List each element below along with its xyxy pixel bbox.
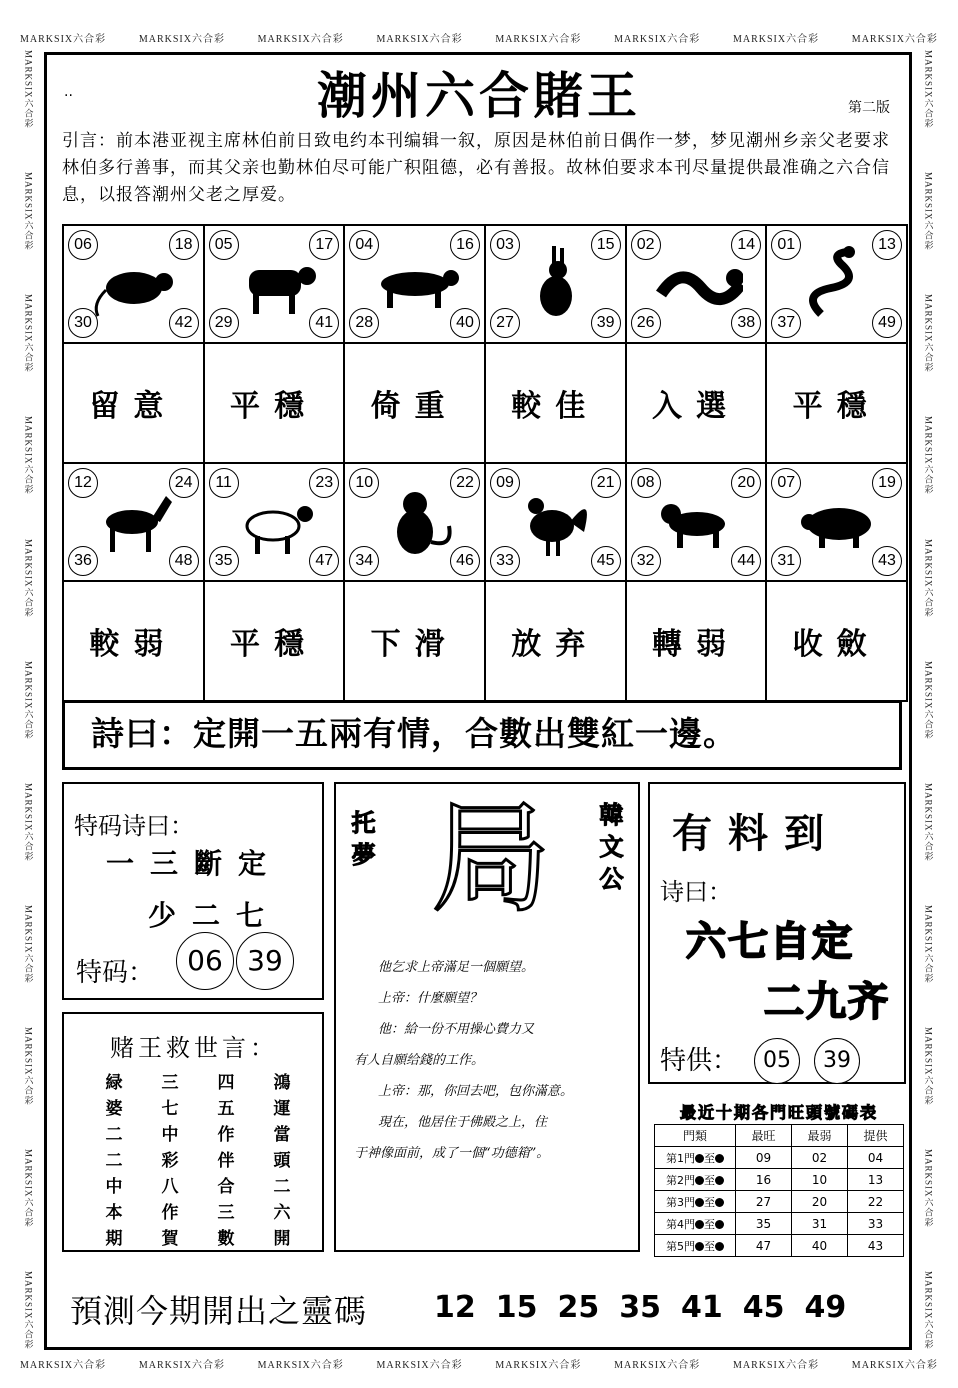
- saying-char: 三: [161, 1073, 179, 1093]
- zodiac-number: 14: [731, 230, 761, 260]
- watermark: MARKSIX六合彩: [614, 1360, 701, 1371]
- stats-row: [655, 1235, 904, 1257]
- zodiac-number: 16: [450, 230, 480, 260]
- zodiac-number: 39: [591, 308, 621, 338]
- watermark: MARKSIX六合彩: [923, 172, 934, 251]
- zodiac-number: 41: [309, 308, 339, 338]
- ball-icon: [695, 1176, 704, 1185]
- stats-header: 最弱: [792, 1125, 848, 1147]
- watermark: MARKSIX六合彩: [495, 1360, 582, 1371]
- door-cell: [655, 1169, 736, 1191]
- zodiac-number: 49: [872, 308, 902, 338]
- story-text: [354, 952, 632, 1169]
- zodiac-cell-tiger: [344, 225, 485, 343]
- zodiac-number: 30: [68, 308, 98, 338]
- prediction-number: 35: [619, 1290, 661, 1325]
- watermark: MARKSIX六合彩: [257, 1360, 344, 1371]
- watermark: MARKSIX六合彩: [495, 34, 582, 45]
- story-line: 有人自願给錢的工作。: [354, 1053, 485, 1068]
- zodiac-label: 下滑: [344, 581, 485, 701]
- dog-icon: [651, 482, 743, 560]
- zodiac-number: 44: [731, 546, 761, 576]
- zodiac-number: 07: [771, 468, 801, 498]
- door-name: 第4門: [666, 1217, 695, 1231]
- zodiac-number: 45: [591, 546, 621, 576]
- range-word: 至: [704, 1217, 715, 1231]
- watermark-right: [920, 50, 938, 1350]
- saying-char: 中: [161, 1125, 179, 1145]
- door-cell: [655, 1213, 736, 1235]
- stats-header: 門類: [655, 1125, 736, 1147]
- stats-offer: 22: [848, 1191, 904, 1213]
- zodiac-number: 31: [771, 546, 801, 576]
- watermark: MARKSIX六合彩: [376, 34, 463, 45]
- story-line: 上帝：那，你回去吧，包你滿意。: [378, 1084, 574, 1099]
- zodiac-label: 留意: [63, 343, 204, 463]
- watermark: MARKSIX六合彩: [923, 1271, 934, 1350]
- zodiac-number: 32: [631, 546, 661, 576]
- zodiac-cell-horse: [63, 463, 204, 581]
- watermark: MARKSIX六合彩: [23, 416, 34, 495]
- saying-char: 二: [105, 1151, 123, 1171]
- gambler-saying-box: [62, 1012, 324, 1252]
- door-cell: [655, 1147, 736, 1169]
- zodiac-number: 11: [209, 468, 239, 498]
- watermark: MARKSIX六合彩: [23, 904, 34, 984]
- zodiac-number: 29: [209, 308, 239, 338]
- poem-line-1: 一三斷定: [106, 847, 283, 880]
- watermark: MARKSIX六合彩: [732, 34, 820, 45]
- zodiac-number: 02: [631, 230, 661, 260]
- ball-icon: [715, 1220, 724, 1229]
- zodiac-number: 06: [68, 230, 98, 260]
- watermark: MARKSIX六合彩: [923, 1149, 934, 1228]
- zodiac-number: 15: [591, 230, 621, 260]
- goat-icon: [229, 482, 321, 560]
- prediction-number: 25: [557, 1290, 600, 1325]
- tips-box: [648, 782, 906, 1084]
- zodiac-label: 收斂: [766, 581, 907, 701]
- stats-table: [654, 1124, 904, 1257]
- zodiac-number: 03: [490, 230, 520, 260]
- saying-char: 期: [105, 1229, 123, 1249]
- saying-char: 婆: [105, 1099, 123, 1119]
- stats-offer: 13: [848, 1169, 904, 1191]
- watermark: MARKSIX六合彩: [20, 34, 107, 45]
- zodiac-label: 放弃: [485, 581, 626, 701]
- saying-char: 彩: [161, 1151, 179, 1171]
- door-name: 第1門: [666, 1151, 695, 1165]
- watermark: MARKSIX六合彩: [376, 1360, 463, 1371]
- special-number: 06: [176, 932, 234, 990]
- zodiac-number: 23: [309, 468, 339, 498]
- ball-icon: [715, 1242, 724, 1251]
- special-code-poem-box: [62, 782, 324, 1000]
- watermark: MARKSIX六合彩: [923, 294, 934, 373]
- zodiac-number: 48: [169, 546, 199, 576]
- zodiac-cell-goat: [204, 463, 345, 581]
- saying-char: 本: [105, 1203, 123, 1223]
- saying-char: 八: [161, 1177, 179, 1197]
- zodiac-number: 40: [450, 308, 480, 338]
- stats-max: 27: [736, 1191, 792, 1213]
- stats-header: 提供: [848, 1125, 904, 1147]
- monkey-icon: [369, 482, 461, 560]
- stats-max: 35: [736, 1213, 792, 1235]
- zodiac-number: 10: [349, 468, 379, 498]
- tips-line-2: 二九齐: [764, 979, 890, 1025]
- saying-char: 合: [217, 1177, 235, 1197]
- zodiac-number: 36: [68, 546, 98, 576]
- special-code-heading: 特码诗曰：: [74, 812, 194, 840]
- stats-min: 02: [792, 1147, 848, 1169]
- zodiac-number: 20: [731, 468, 761, 498]
- zodiac-cell-rabbit: [485, 225, 626, 343]
- zodiac-label: 較弱: [63, 581, 204, 701]
- dream-story-box: [334, 782, 640, 1252]
- zodiac-number: 37: [771, 308, 801, 338]
- saying-char: 數: [217, 1229, 235, 1249]
- stats-max: 16: [736, 1169, 792, 1191]
- door-name: 第3門: [666, 1195, 695, 1209]
- ball-icon: [695, 1154, 704, 1163]
- stats-max: 09: [736, 1147, 792, 1169]
- zodiac-number: 05: [209, 230, 239, 260]
- zodiac-label: 平穩: [766, 343, 907, 463]
- stats-min: 31: [792, 1213, 848, 1235]
- watermark: MARKSIX六合彩: [851, 34, 938, 45]
- offer-number: 39: [814, 1038, 860, 1084]
- watermark: MARKSIX六合彩: [23, 50, 34, 129]
- watermark: MARKSIX六合彩: [23, 660, 34, 740]
- gambler-saying-heading: 赌王救世言：: [110, 1034, 278, 1062]
- saying-char: 頭: [273, 1151, 291, 1171]
- tips-heading: 有料到: [672, 811, 840, 857]
- tips-subheading: 诗曰：: [660, 878, 732, 906]
- stats-offer: 04: [848, 1147, 904, 1169]
- stats-row: [655, 1147, 904, 1169]
- saying-char: 三: [217, 1203, 235, 1223]
- zodiac-number: 18: [169, 230, 199, 260]
- door-cell: [655, 1191, 736, 1213]
- intro-text: 引言：前本港亚视主席林伯前日致电约本刊编辑一叙，原因是林伯前日偶作一梦，梦见潮州乡亲父老要求林伯多行善事，而其父亲也勤林伯尽可能广积阻德，必有善报。故林伯要求本刊尽量提供最准确之六合信息，以报答潮州父老之厚爱。: [62, 131, 890, 205]
- ball-icon: [715, 1176, 724, 1185]
- watermark: MARKSIX六合彩: [923, 50, 934, 129]
- stats-min: 20: [792, 1191, 848, 1213]
- door-cell: [655, 1235, 736, 1257]
- watermark: MARKSIX六合彩: [23, 1027, 34, 1106]
- watermark: MARKSIX六合彩: [23, 172, 34, 251]
- zodiac-number: 46: [450, 546, 480, 576]
- zodiac-number: 27: [490, 308, 520, 338]
- horse-icon: [88, 482, 180, 560]
- watermark: MARKSIX六合彩: [138, 34, 225, 45]
- door-name: 第5門: [666, 1239, 695, 1253]
- zodiac-number: 42: [169, 308, 199, 338]
- zodiac-number: 09: [490, 468, 520, 498]
- zodiac-label: 轉弱: [626, 581, 767, 701]
- zodiac-number: 24: [169, 468, 199, 498]
- side-title-right: 韓文公: [595, 802, 623, 898]
- snake-icon: [791, 244, 883, 322]
- zodiac-label: 較佳: [485, 343, 626, 463]
- special-number: 39: [236, 932, 294, 990]
- zodiac-number: 33: [490, 546, 520, 576]
- watermark: MARKSIX六合彩: [257, 34, 344, 45]
- saying-char: 緑: [105, 1073, 123, 1093]
- zodiac-number: 28: [349, 308, 379, 338]
- door-name: 第2門: [666, 1173, 695, 1187]
- stats-offer: 33: [848, 1213, 904, 1235]
- stats-row: [655, 1169, 904, 1191]
- offer-number: 05: [754, 1038, 800, 1084]
- zodiac-label: 平穩: [204, 343, 345, 463]
- story-line: 他乞求上帝滿足一個願望。: [378, 960, 535, 975]
- zodiac-label: 入選: [626, 343, 767, 463]
- zodiac-grid: [62, 224, 908, 702]
- prediction-label: 預測今期開出之靈碼: [70, 1292, 368, 1330]
- zodiac-number: 17: [309, 230, 339, 260]
- watermark-left: [20, 50, 38, 1350]
- rooster-icon: [510, 482, 602, 560]
- watermark: MARKSIX六合彩: [923, 782, 934, 862]
- special-code-label: 特码：: [76, 958, 155, 988]
- prediction-number: 49: [804, 1290, 847, 1325]
- watermark: MARKSIX六合彩: [23, 294, 34, 373]
- stats-min: 40: [792, 1235, 848, 1257]
- edition-label: 第二版: [848, 100, 890, 116]
- page-title: 潮州六合賭王: [317, 66, 641, 125]
- zodiac-number: 38: [731, 308, 761, 338]
- prediction-numbers: [434, 1290, 846, 1325]
- zodiac-cell-rat: [63, 225, 204, 343]
- zodiac-number: 08: [631, 468, 661, 498]
- zodiac-number: 19: [872, 468, 902, 498]
- watermark: MARKSIX六合彩: [923, 660, 934, 740]
- ox-icon: [229, 244, 321, 322]
- rabbit-icon: [510, 244, 602, 322]
- stats-row: [655, 1191, 904, 1213]
- saying-char: 五: [217, 1099, 235, 1119]
- saying-char: 中: [105, 1177, 123, 1197]
- side-title-left: 托夢: [347, 810, 375, 874]
- ball-icon: [715, 1198, 724, 1207]
- stats-title: 最近十期各門旺頭號碼表: [679, 1103, 878, 1122]
- watermark: MARKSIX六合彩: [614, 34, 701, 45]
- saying-char: 鴻: [273, 1073, 291, 1093]
- zodiac-cell-ox: [204, 225, 345, 343]
- zodiac-cell-dragon: [626, 225, 767, 343]
- prediction-number: 41: [681, 1290, 723, 1325]
- watermark: MARKSIX六合彩: [923, 416, 934, 495]
- prediction-number: 12: [434, 1290, 476, 1325]
- tips-line-1: 六七自定: [686, 919, 854, 965]
- saying-char: 賀: [161, 1229, 179, 1249]
- zodiac-number: 43: [872, 546, 902, 576]
- zodiac-number: 26: [631, 308, 661, 338]
- stats-offer: 43: [848, 1235, 904, 1257]
- saying-grid: [86, 1072, 310, 1250]
- saying-char: 作: [217, 1125, 235, 1145]
- saying-char: 當: [273, 1125, 291, 1145]
- zodiac-number: 22: [450, 468, 480, 498]
- range-word: 至: [704, 1151, 715, 1165]
- dragon-icon: [651, 244, 743, 322]
- story-line: 現在，他居住于佛殿之上，住: [378, 1115, 548, 1130]
- zodiac-cell-dog: [626, 463, 767, 581]
- watermark: MARKSIX六合彩: [923, 904, 934, 984]
- story-line: 上帝：什麼願望？: [378, 991, 483, 1006]
- watermark: MARKSIX六合彩: [923, 1027, 934, 1106]
- saying-char: 作: [161, 1203, 179, 1223]
- zodiac-number: 13: [872, 230, 902, 260]
- special-offer-label: 特供：: [660, 1046, 739, 1076]
- rat-icon: [88, 244, 180, 322]
- zodiac-number: 12: [68, 468, 98, 498]
- prediction-number: 45: [742, 1290, 785, 1325]
- watermark: MARKSIX六合彩: [732, 1360, 820, 1371]
- saying-char: 二: [105, 1125, 123, 1145]
- stats-max: 47: [736, 1235, 792, 1257]
- pig-icon: [791, 482, 883, 560]
- zodiac-label: 倚重: [344, 343, 485, 463]
- zodiac-number: 01: [771, 230, 801, 260]
- saying-char: 二: [273, 1177, 291, 1197]
- ball-icon: [695, 1220, 704, 1229]
- watermark: MARKSIX六合彩: [851, 1360, 938, 1371]
- story-line: 于神像面前，成了一個“功德箱”。: [354, 1146, 550, 1161]
- poem-line-2: 少二七: [148, 899, 281, 932]
- zodiac-cell-rooster: [485, 463, 626, 581]
- ball-icon: [715, 1154, 724, 1163]
- watermark-top: [20, 30, 938, 48]
- zodiac-label: 平穩: [204, 581, 345, 701]
- range-word: 至: [704, 1195, 715, 1209]
- tiger-icon: [369, 244, 461, 322]
- big-character: 局: [431, 790, 551, 929]
- saying-char: 六: [273, 1203, 291, 1223]
- watermark: MARKSIX六合彩: [23, 538, 34, 618]
- saying-char: 運: [273, 1099, 291, 1119]
- dots: ..: [64, 84, 73, 100]
- poem-banner: 詩曰：定開一五兩有情，合數出雙紅一邊。: [62, 700, 902, 770]
- zodiac-number: 35: [209, 546, 239, 576]
- ball-icon: [695, 1242, 704, 1251]
- story-line: 他：給一份不用操心費力又: [378, 1022, 535, 1037]
- zodiac-number: 47: [309, 546, 339, 576]
- stats-row: [655, 1213, 904, 1235]
- ball-icon: [695, 1198, 704, 1207]
- saying-char: 伴: [217, 1151, 235, 1171]
- watermark: MARKSIX六合彩: [923, 538, 934, 618]
- zodiac-cell-monkey: [344, 463, 485, 581]
- saying-char: 開: [273, 1229, 291, 1249]
- zodiac-number: 34: [349, 546, 379, 576]
- watermark: MARKSIX六合彩: [23, 782, 34, 862]
- zodiac-number: 04: [349, 230, 379, 260]
- saying-char: 七: [161, 1099, 179, 1119]
- watermark-bottom: [20, 1356, 938, 1374]
- stats-min: 10: [792, 1169, 848, 1191]
- zodiac-cell-pig: [766, 463, 907, 581]
- watermark: MARKSIX六合彩: [23, 1149, 34, 1228]
- range-word: 至: [704, 1173, 715, 1187]
- watermark: MARKSIX六合彩: [23, 1271, 34, 1350]
- zodiac-cell-snake: [766, 225, 907, 343]
- stats-header: 最旺: [736, 1125, 792, 1147]
- prediction-number: 15: [495, 1290, 538, 1325]
- saying-char: 四: [217, 1073, 235, 1093]
- range-word: 至: [704, 1239, 715, 1253]
- zodiac-number: 21: [591, 468, 621, 498]
- watermark: MARKSIX六合彩: [20, 1360, 107, 1371]
- watermark: MARKSIX六合彩: [138, 1360, 225, 1371]
